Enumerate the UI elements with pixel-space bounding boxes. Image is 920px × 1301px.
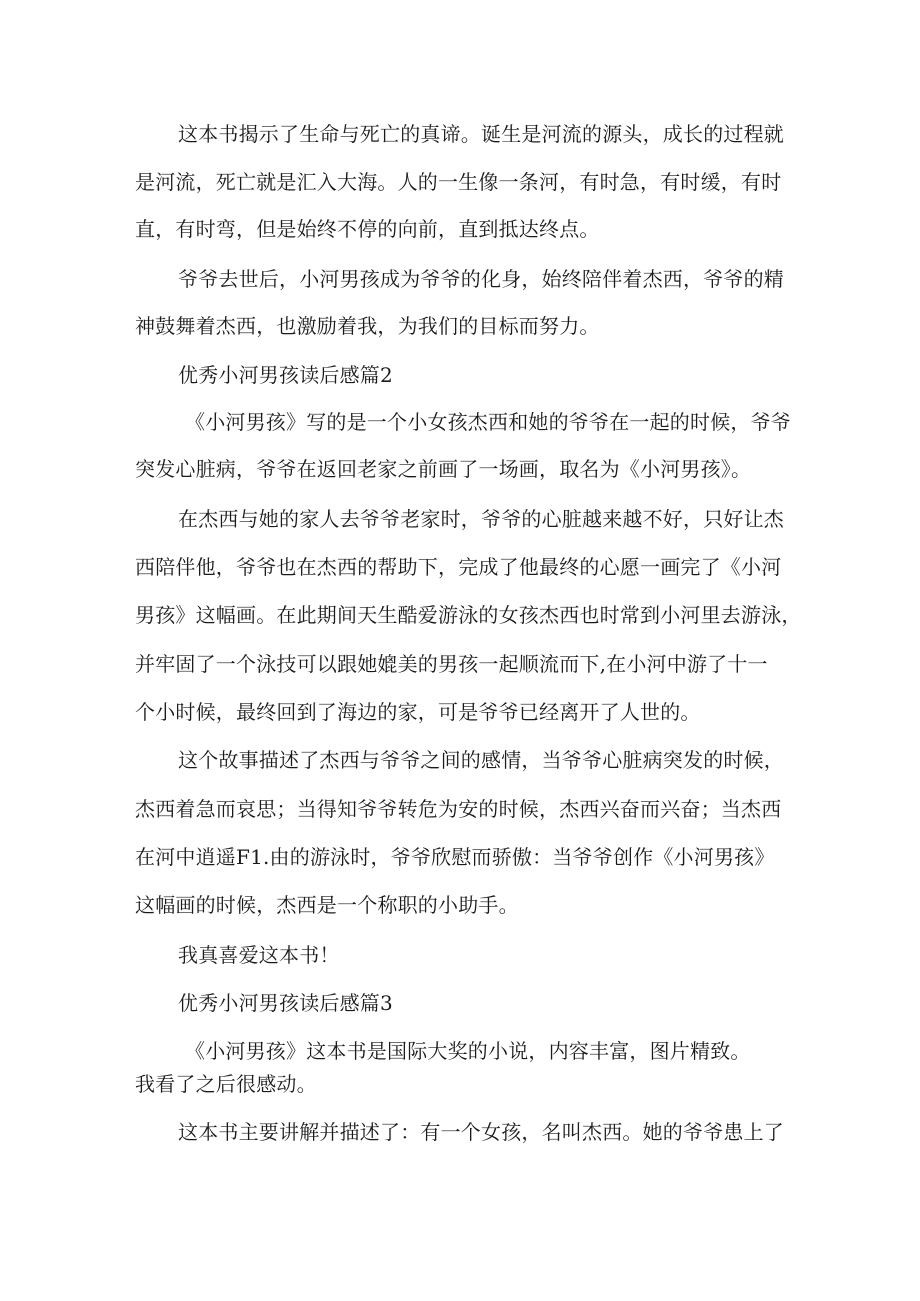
paragraph-line: 男孩》这幅画。在此期间天生酷爱游泳的女孩杰西也时常到小河里去游泳，	[135, 603, 802, 627]
paragraph-line: 这个故事描述了杰西与爷爷之间的感情，当爷爷心脏病突发的时候，	[178, 748, 784, 772]
paragraph-line: 直，有时弯，但是始终不停的向前，直到抵达终点。	[135, 217, 600, 241]
paragraph-line: 爷爷去世后，小河男孩成为爷爷的化身，始终陪伴着杰西，爷爷的精	[178, 267, 784, 291]
paragraph-line: 并牢固了一个泳技可以跟她媲美的男孩一起顺流而下,在小河中游了十一	[135, 652, 768, 676]
paragraph-line: 《小河男孩》这本书是国际大奖的小说，内容丰富，图片精致。	[185, 1039, 751, 1063]
paragraph-line: 西陪伴他，爷爷也在杰西的帮助下，完成了他最终的心愿一画完了《小河	[135, 555, 782, 579]
paragraph-line: 在杰西与她的家人去爷爷老家时，爷爷的心脏越来越不好，只好让杰	[178, 507, 784, 531]
section-heading: 优秀小河男孩读后感篇2	[178, 363, 393, 387]
paragraph-line: 突发心脏病，爷爷在返回老家之前画了一场画，取名为《小河男孩》。	[135, 457, 752, 481]
paragraph-line: 《小河男孩》写的是一个小女孩杰西和她的爷爷在一起的时候，爷爷	[185, 410, 791, 434]
paragraph-line: 杰西着急而哀思；当得知爷爷转危为安的时候，杰西兴奋而兴奋；当杰西	[135, 797, 782, 821]
paragraph-line: 我真喜爱这本书！	[178, 943, 340, 967]
paragraph-line: 是河流，死亡就是汇入大海。人的一生像一条河，有时急，有时缓，有时	[135, 170, 782, 194]
paragraph-line: 我看了之后很感动。	[135, 1072, 317, 1096]
paragraph-line: 在河中逍遥F1.由的游泳时，爷爷欣慰而骄傲：当爷爷创作《小河男孩》	[135, 845, 775, 869]
paragraph-line: 这本书揭示了生命与死亡的真谛。诞生是河流的源头，成长的过程就	[178, 122, 784, 146]
paragraph-line: 神鼓舞着杰西，也激励着我，为我们的目标而努力。	[135, 314, 600, 338]
paragraph-line: 这幅画的时候，杰西是一个称职的小助手。	[135, 893, 519, 917]
section-heading: 优秀小河男孩读后感篇3	[178, 991, 393, 1015]
paragraph-line: 这本书主要讲解并描述了：有一个女孩，名叫杰西。她的爷爷患上了	[178, 1120, 784, 1144]
paragraph-line: 个小时候，最终回到了海边的家，可是爷爷已经离开了人世的。	[135, 700, 701, 724]
